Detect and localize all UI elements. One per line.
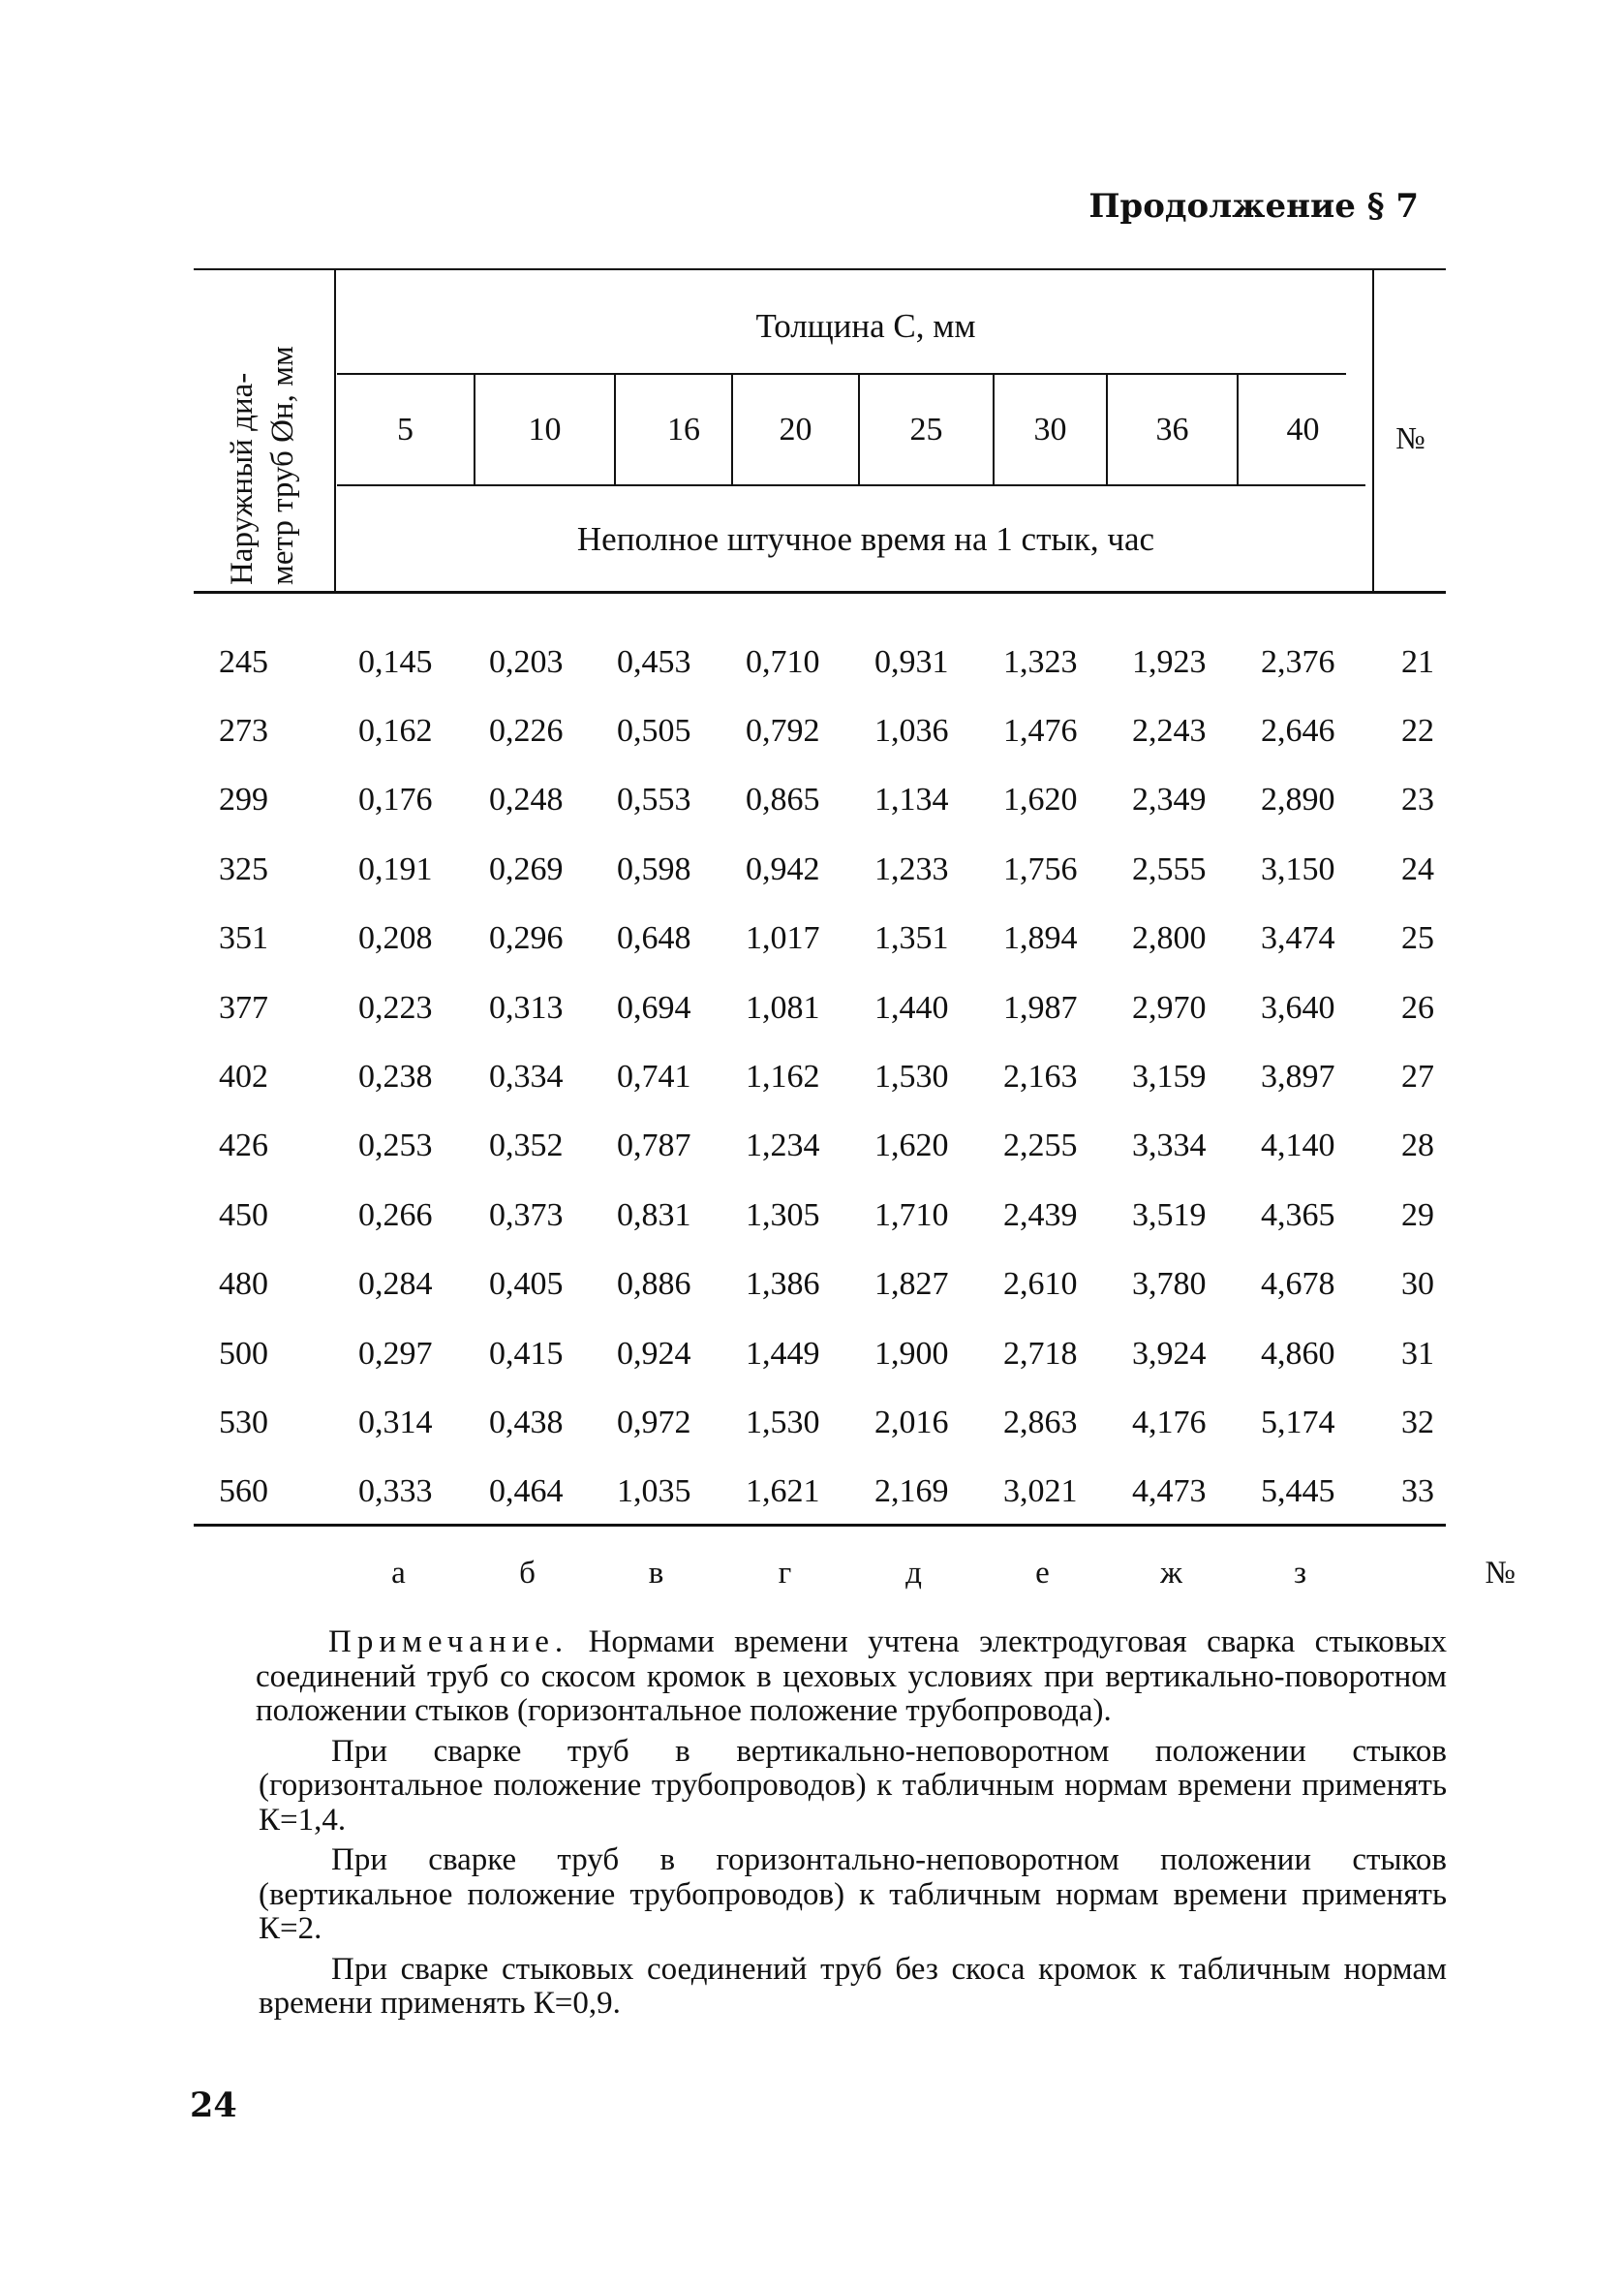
time-cell: 1,449 [746, 1335, 820, 1372]
time-cell: 0,886 [617, 1266, 691, 1303]
time-cell: 0,942 [746, 850, 820, 887]
time-cell: 2,970 [1132, 989, 1207, 1026]
time-cell: 0,269 [489, 850, 564, 887]
time-cell: 1,386 [746, 1266, 820, 1303]
time-cell: 0,405 [489, 1266, 564, 1303]
time-cell: 0,831 [617, 1196, 691, 1233]
table-row [194, 1388, 1446, 1457]
thickness-value: 36 [1155, 412, 1189, 448]
time-cell: 1,756 [1003, 850, 1078, 887]
time-cell: 2,243 [1132, 713, 1207, 750]
thickness-value: 30 [1033, 412, 1067, 448]
time-cell: 1,923 [1132, 643, 1207, 680]
column-letter: е [1035, 1555, 1050, 1591]
time-cell: 0,333 [358, 1473, 433, 1510]
diameter-cell: 402 [219, 1059, 268, 1096]
time-cell: 0,865 [746, 782, 820, 819]
diameter-cell: 450 [219, 1196, 268, 1233]
time-cell: 1,162 [746, 1059, 820, 1096]
time-cell: 3,924 [1132, 1335, 1207, 1372]
time-cell: 1,530 [874, 1059, 949, 1096]
table-row [194, 905, 1446, 974]
diameter-cell: 377 [219, 989, 268, 1026]
time-cell: 0,226 [489, 713, 564, 750]
time-cell: 0,191 [358, 850, 433, 887]
time-cell: 1,827 [874, 1266, 949, 1303]
time-cell: 0,553 [617, 782, 691, 819]
time-cell: 1,476 [1003, 713, 1078, 750]
time-cell: 1,987 [1003, 989, 1078, 1026]
column-letter: г [778, 1555, 792, 1591]
row-number-cell: 23 [1401, 782, 1434, 819]
table-row [194, 766, 1446, 835]
header-divider [334, 270, 336, 591]
table-row [194, 974, 1446, 1042]
time-cell: 3,897 [1261, 1059, 1335, 1096]
time-cell: 1,900 [874, 1335, 949, 1372]
diameter-label-line2: метр труб Øн, мм [265, 346, 300, 585]
time-cell: 0,162 [358, 713, 433, 750]
time-cell: 0,284 [358, 1266, 433, 1303]
column-letter: а [391, 1555, 406, 1591]
table-bottom-rule [194, 1524, 1446, 1527]
time-cell: 1,036 [874, 713, 949, 750]
row-number-cell: 26 [1401, 989, 1434, 1026]
time-cell: 0,598 [617, 850, 691, 887]
diameter-cell: 530 [219, 1404, 268, 1440]
time-cell: 0,438 [489, 1404, 564, 1440]
time-cell: 0,787 [617, 1128, 691, 1164]
time-cell: 1,233 [874, 850, 949, 887]
time-cell: 0,266 [358, 1196, 433, 1233]
time-cell: 2,555 [1132, 850, 1207, 887]
column-letter: з [1293, 1555, 1307, 1591]
table-row [194, 1319, 1446, 1388]
time-cell: 0,253 [358, 1128, 433, 1164]
time-cell: 1,894 [1003, 920, 1078, 957]
table-row [194, 1112, 1446, 1181]
column-letters [194, 1546, 1523, 1600]
time-cell: 0,931 [874, 643, 949, 680]
time-cell: 3,519 [1132, 1196, 1207, 1233]
diameter-cell: 299 [219, 782, 268, 819]
time-cell: 2,718 [1003, 1335, 1078, 1372]
note-paragraph [256, 1625, 1447, 1729]
row-number-cell: 33 [1401, 1473, 1434, 1510]
column-letter: ж [1160, 1555, 1182, 1591]
time-cell: 0,694 [617, 989, 691, 1026]
thickness-title: Толщина С, мм [755, 307, 976, 345]
page-number: 24 [190, 2086, 237, 2125]
time-cell: 1,017 [746, 920, 820, 957]
time-cell: 0,176 [358, 782, 433, 819]
table-row [194, 1042, 1446, 1111]
note-paragraph: При сварке труб в вертикально-неповоротном положении стыков (горизонтальное положение трубопроводов) к табличным нормам времени применять К=1,4. [259, 1733, 1447, 1838]
thickness-value: 40 [1286, 412, 1320, 448]
time-cell: 0,792 [746, 713, 820, 750]
time-cell: 0,373 [489, 1196, 564, 1233]
time-cell: 0,505 [617, 713, 691, 750]
diameter-cell: 351 [219, 920, 268, 957]
thickness-value: 16 [667, 412, 700, 448]
time-cell: 1,134 [874, 782, 949, 819]
thickness-value: 20 [779, 412, 812, 448]
time-cell: 2,255 [1003, 1128, 1078, 1164]
row-number-cell: 30 [1401, 1266, 1434, 1303]
time-cell: 0,314 [358, 1404, 433, 1440]
note-word: Примечание. [328, 1624, 569, 1659]
time-cell: 1,620 [874, 1128, 949, 1164]
time-cell: 2,890 [1261, 782, 1335, 819]
row-number-cell: 32 [1401, 1404, 1434, 1440]
time-cell: 0,203 [489, 643, 564, 680]
time-cell: 2,646 [1261, 713, 1335, 750]
time-cell: 1,305 [746, 1196, 820, 1233]
row-number-cell: 31 [1401, 1335, 1434, 1372]
time-cell: 1,081 [746, 989, 820, 1026]
notes [256, 1624, 1447, 2027]
time-cell: 2,349 [1132, 782, 1207, 819]
diameter-cell: 426 [219, 1128, 268, 1164]
number-header: № [1395, 420, 1425, 455]
thickness-value: 25 [909, 412, 943, 448]
time-cell: 3,159 [1132, 1059, 1207, 1096]
time-cell: 0,710 [746, 643, 820, 680]
time-cell: 2,016 [874, 1404, 949, 1440]
note-text: Нормами времени учтена электродуговая сварка стыковых соединений труб со скосом кромок в цеховых условиях при вертикально-поворотном положении стыков (горизонтальное положение трубопровода). [256, 1624, 1447, 1728]
time-cell: 0,453 [617, 643, 691, 680]
time-cell: 3,021 [1003, 1473, 1078, 1510]
table-row [194, 1251, 1446, 1319]
diameter-cell: 245 [219, 643, 268, 680]
time-cell: 1,234 [746, 1128, 820, 1164]
time-cell: 0,972 [617, 1404, 691, 1440]
time-cell: 4,176 [1132, 1404, 1207, 1440]
time-title: Неполное штучное время на 1 стык, час [576, 520, 1155, 558]
table-row [194, 696, 1446, 765]
time-cell: 0,648 [617, 920, 691, 957]
header-divider [337, 484, 1365, 486]
time-cell: 4,473 [1132, 1473, 1207, 1510]
time-cell: 0,741 [617, 1059, 691, 1096]
note-paragraph: При сварке стыковых соединений труб без скоса кромок к табличным нормам времени применять К=0,9. [259, 1951, 1447, 2021]
row-number-cell: 24 [1401, 850, 1434, 887]
time-cell: 2,163 [1003, 1059, 1078, 1096]
column-letter: б [519, 1555, 536, 1591]
time-cell: 3,640 [1261, 989, 1335, 1026]
time-cell: 1,440 [874, 989, 949, 1026]
time-cell: 2,610 [1003, 1266, 1078, 1303]
time-cell: 0,313 [489, 989, 564, 1026]
table-row [194, 835, 1446, 904]
diameter-cell: 273 [219, 713, 268, 750]
diameter-cell: 500 [219, 1335, 268, 1372]
time-cell: 0,924 [617, 1335, 691, 1372]
data-table [194, 628, 1446, 1527]
time-cell: 0,464 [489, 1473, 564, 1510]
time-cell: 2,863 [1003, 1404, 1078, 1440]
time-cell: 4,678 [1261, 1266, 1335, 1303]
time-cell: 3,474 [1261, 920, 1335, 957]
thickness-value: 10 [528, 412, 562, 448]
row-number-cell: 27 [1401, 1059, 1434, 1096]
time-cell: 0,415 [489, 1335, 564, 1372]
header-divider [337, 373, 1346, 375]
time-cell: 0,296 [489, 920, 564, 957]
time-cell: 3,780 [1132, 1266, 1207, 1303]
column-letter: в [648, 1555, 664, 1591]
continuation-heading: Продолжение § 7 [1088, 187, 1419, 226]
time-cell: 2,800 [1132, 920, 1207, 957]
time-cell: 4,140 [1261, 1128, 1335, 1164]
time-cell: 3,334 [1132, 1128, 1207, 1164]
time-cell: 0,238 [358, 1059, 433, 1096]
time-cell: 1,530 [746, 1404, 820, 1440]
time-cell: 0,208 [358, 920, 433, 957]
time-cell: 1,621 [746, 1473, 820, 1510]
time-cell: 3,150 [1261, 850, 1335, 887]
time-cell: 5,445 [1261, 1473, 1335, 1510]
table-row [194, 1181, 1446, 1250]
time-cell: 4,860 [1261, 1335, 1335, 1372]
table-row [194, 628, 1446, 696]
column-letter-number: № [1485, 1555, 1516, 1591]
row-number-cell: 21 [1401, 643, 1434, 680]
time-cell: 1,351 [874, 920, 949, 957]
thickness-value: 5 [397, 412, 414, 448]
time-cell: 1,323 [1003, 643, 1078, 680]
diameter-cell: 560 [219, 1473, 268, 1510]
time-cell: 0,223 [358, 989, 433, 1026]
diameter-cell: 325 [219, 850, 268, 887]
time-cell: 1,035 [617, 1473, 691, 1510]
row-number-cell: 29 [1401, 1196, 1434, 1233]
time-cell: 0,145 [358, 643, 433, 680]
table-row [194, 1458, 1446, 1527]
letters-spacer [194, 1546, 334, 1600]
time-cell: 5,174 [1261, 1404, 1335, 1440]
diameter-cell: 480 [219, 1266, 268, 1303]
time-cell: 1,620 [1003, 782, 1078, 819]
time-cell: 2,376 [1261, 643, 1335, 680]
time-cell: 4,365 [1261, 1196, 1335, 1233]
row-number-cell: 22 [1401, 713, 1434, 750]
diameter-label [205, 274, 320, 586]
time-cell: 2,169 [874, 1473, 949, 1510]
time-cell: 0,248 [489, 782, 564, 819]
time-cell: 0,352 [489, 1128, 564, 1164]
column-letter: д [905, 1555, 922, 1591]
time-cell: 0,334 [489, 1059, 564, 1096]
time-cell: 1,710 [874, 1196, 949, 1233]
time-cell: 0,297 [358, 1335, 433, 1372]
note-paragraph: При сварке труб в горизонтально-неповоротном положении стыков (вертикальное положение трубопроводов) к табличным нормам времени применять К=2. [259, 1842, 1447, 1946]
row-number-cell: 28 [1401, 1128, 1434, 1164]
diameter-label-line1: Наружный диа- [225, 372, 260, 585]
table-header [194, 268, 1446, 594]
time-cell: 2,439 [1003, 1196, 1078, 1233]
row-number-cell: 25 [1401, 920, 1434, 957]
